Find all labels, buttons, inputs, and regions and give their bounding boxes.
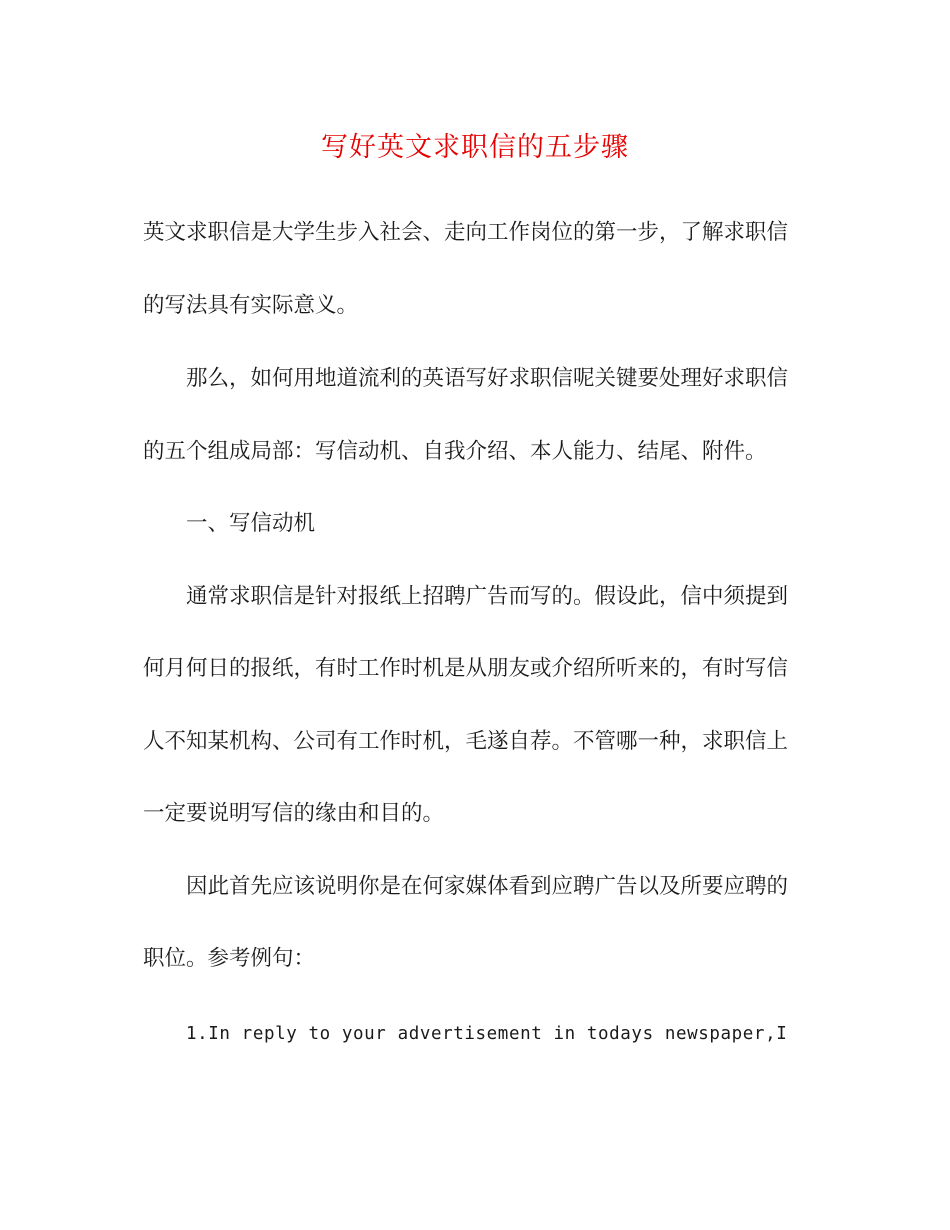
section-heading: 一、写信动机 [186, 511, 316, 536]
paragraph-line: 通常求职信是针对报纸上招聘广告而写的。假设此，信中须提到 [186, 584, 789, 609]
document-title: 写好英文求职信的五步骤 [321, 132, 629, 163]
paragraph-line: 一定要说明写信的缘由和目的。 [143, 801, 445, 826]
paragraph-line: 人不知某机构、公司有工作时机，毛遂自荐。不管哪一种，求职信上 [143, 729, 789, 754]
paragraph-line: 职位。参考例句： [143, 946, 316, 971]
example-sentence: 1.In reply to your advertisement in todays newspaper,I [186, 1024, 788, 1044]
paragraph-line: 何月何日的报纸，有时工作时机是从朋友或介绍所听来的，有时写信 [143, 656, 789, 681]
paragraph-line: 的五个组成局部：写信动机、自我介绍、本人能力、结尾、附件。 [143, 439, 767, 464]
paragraph-line: 因此首先应该说明你是在何家媒体看到应聘广告以及所要应聘的 [186, 874, 789, 899]
paragraph-line: 那么，如何用地道流利的英语写好求职信呢关键要处理好求职信 [186, 366, 789, 391]
paragraph-line: 的写法具有实际意义。 [143, 293, 359, 318]
paragraph-line: 英文求职信是大学生步入社会、走向工作岗位的第一步，了解求职信 [143, 220, 789, 245]
